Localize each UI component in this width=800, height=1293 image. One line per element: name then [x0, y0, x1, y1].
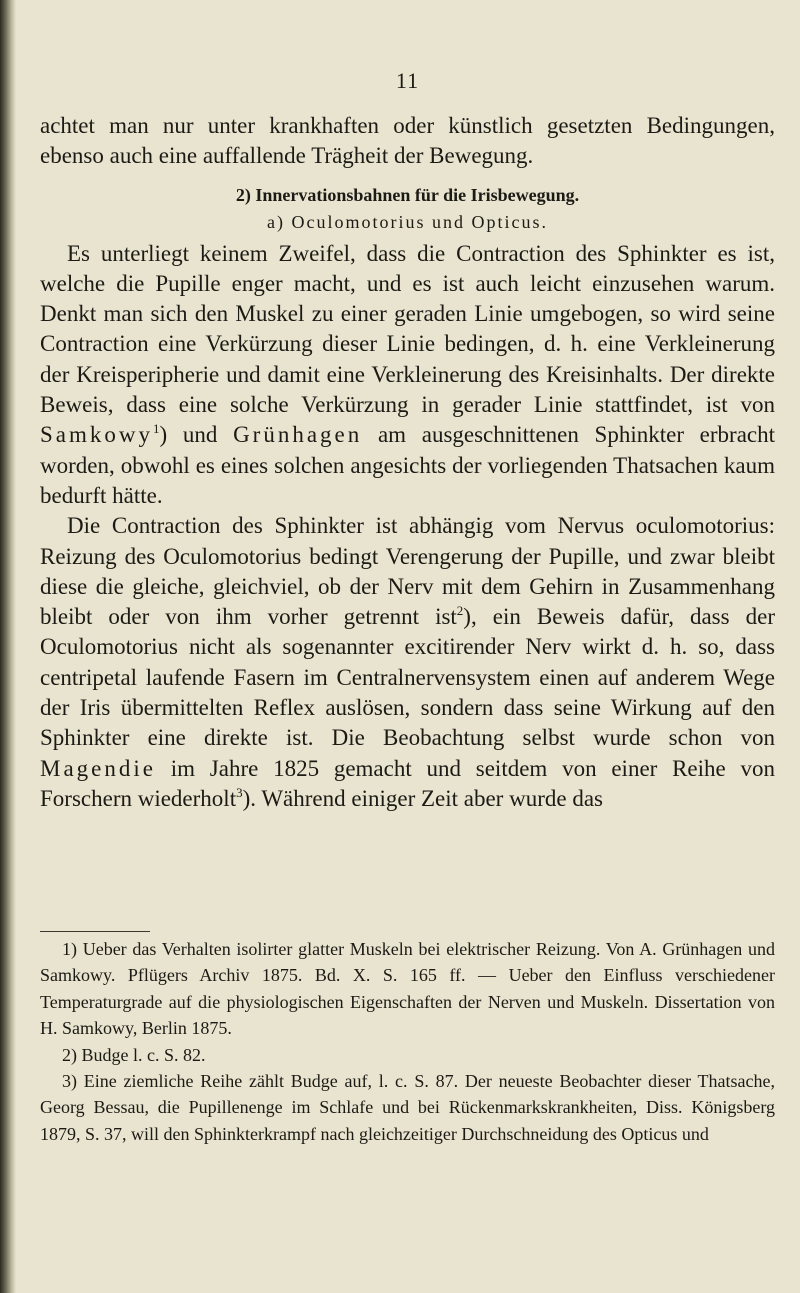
- footnote-ref-3: 3: [236, 784, 243, 800]
- page-number: 11: [395, 68, 420, 93]
- author-magendie: Magendie: [40, 755, 156, 781]
- section-heading: 2) Innervationsbahnen für die Irisbewegung.: [235, 184, 580, 205]
- book-binding-edge: [0, 0, 16, 1293]
- main-text: [40, 111, 775, 814]
- footnote-3: 3) Eine ziemliche Reihe zählt Budge auf, l. c. S. 87. Der neueste Beobachter dieser Thatsache, Georg Bessau, die Pupillenenge im Schlafe und bei Rückenmarkskrankheiten, Diss. Königsberg 1879, S. 37, will den Sphinkterkrampf nach gleichzeitiger Durchschneidung des Opticus und: [40, 1071, 775, 1144]
- author-samkowy: Samkowy: [40, 422, 153, 448]
- paragraph-contraction: Es unterliegt keinem Zweifel, dass die Contraction des Sphinkter es ist, welche die Pupille enger macht, und es ist auch leicht einzusehen warum. Denkt man sich den Muskel zu einer geraden Linie umgebogen, so wird seine Contraction eine Verkürzung dieser Linie bedingen, d. h. eine Verkleinerung der Kreisperipherie und damit eine Verkleinerung des Kreisinhalts. Der direkte Beweis, dass eine solche Verkürzung in gerader Linie stattfindet, ist von Samkowy$^1$) und Grünhagen am ausgeschnittenen Sphinkter erbracht worden, obwohl es eines solchen angesichts der vorliegenden Thatsachen kaum bedurft hätte.: [40, 240, 776, 508]
- footnote-ref-1: 1: [153, 421, 160, 437]
- paragraph-oculomotorius: Die Contraction des Sphinkter ist abhängig vom Nervus oculomotorius: Reizung des Oculomotorius bedingt Verengerung der Pupille, und zwar bleibt diese die gleiche, gleichviel, ob der Nerv mit dem Gehirn in Zusammenhang bleibt oder von ihm vorher getrennt ist$^2$), ein Beweis dafür, dass der Oculomotorius nicht als sogenannter excitirender Nerv wirkt d. h. so, dass centripetal laufende Fasern im Centralnervensystem einen auf anderem Wege der Iris übermittelten Reflex auslösen, sondern dass seine Wirkung auf den Sphinkter eine direkte ist. Die Beobachtung selbst wurde schon von Magendie im Jahre 1825 gemacht und seitdem von einer Reihe von Forschern wiederholt$^3$). Während einiger Zeit aber wurde das: [40, 513, 775, 811]
- subsection-heading: a) Oculomotorius und Opticus.: [267, 211, 548, 232]
- footnotes: [40, 936, 775, 1147]
- intro-paragraph: achtet man nur unter krankhaften oder künstlich gesetzten Bedingungen, ebenso auch eine auffallende Trägheit der Bewegung.: [40, 113, 775, 169]
- footnote-1: 1) Ueber das Verhalten isolirter glatter Muskeln bei elektrischer Reizung. Von A. Grünhagen und Samkowy. Pflügers Archiv 1875. Bd. X. S. 165 ff. — Ueber den Einfluss verschiedener Temperaturgrade auf die physiologischen Eigenschaften der Nerven und Muskeln. Dissertation von H. Samkowy, Berlin 1875.: [40, 939, 775, 1039]
- footnote-separator: [40, 931, 150, 932]
- book-page: [40, 0, 775, 1293]
- footnote-ref-2: 2: [456, 603, 464, 619]
- author-gruenhagen: Grünhagen: [233, 422, 363, 448]
- footnote-2: 2) Budge l. c. S. 82.: [62, 1044, 206, 1065]
